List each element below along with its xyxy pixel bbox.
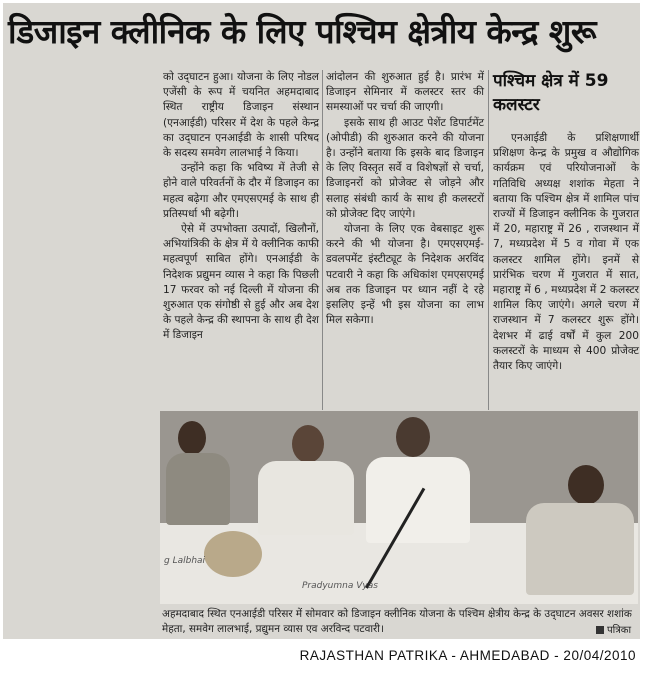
paragraph: आंदोलन की शुरुआत हुई है। प्रारंभ में डिजाइन सेमिनार में कलस्टर स्तर की समस्याओं पर चर्चा की जाएगी। xyxy=(326,71,484,114)
square-bullet-icon xyxy=(596,626,604,634)
person-body xyxy=(166,453,230,525)
credit-label: पत्रिका xyxy=(607,625,632,636)
photo-credit xyxy=(596,622,631,636)
nameplate-vyas: Pradyumna Vyas xyxy=(302,581,378,591)
article-column-1 xyxy=(163,70,319,344)
person-head xyxy=(178,421,206,455)
person-head xyxy=(568,465,604,505)
person-head xyxy=(396,417,430,457)
paragraph: इसके साथ ही आउट पेशेंट डिपार्टमेंट (ओपीडी) की शुरुआत करने की योजना है। उन्होंने बताया कि इसके बाद डिजाइन के लिए विस्तृत सर्वे व विशेषज्ञों से चर्चा, डिजाइनरों को प्रोजेक्ट से जोड़ने और सलाह संबंधी कार्य के साथ ही कलस्टरों को प्रोजेक्ट दिए जाएंगे। xyxy=(326,116,484,220)
column-divider xyxy=(488,70,489,410)
event-photo xyxy=(160,411,638,604)
person-body xyxy=(526,503,634,595)
column-divider xyxy=(322,70,323,410)
photo-caption: अहमदाबाद स्थित एनआईडी परिसर में सोमवार को डिजाइन क्लीनिक योजना के पश्चिम क्षेत्रीय केन्द्र के उद्‍घाटन अवसर शशांक मेहता, समवेग लालभाई, प्रद्युमन व्यास एव अरविन्द पटवारी। xyxy=(162,608,632,635)
source-line: RAJASTHAN PATRIKA - AHMEDABAD - 20/04/2010 xyxy=(299,648,636,663)
article-column-2 xyxy=(326,70,484,328)
paragraph: योजना के लिए एक वेबसाइट शुरू करने की भी योजना है। एमएसएमई-डवलपमेंट इंस्टीट्यूट के निदेशक अरविंद पटवारी ने कहा कि अधिकांश एमएसएमई अब तक डिजाइन पर ध्यान नहीं दे रहे इसलिए इन्हें भी इस योजना का लाभ मिल सकेगा। xyxy=(326,223,484,327)
nameplate-lalbhai: g Lalbhai xyxy=(164,556,206,566)
paragraph: को उद्‍घाटन हुआ। योजना के लिए नोडल एजेंसी के रूप में चयनित अहमदाबाद स्थित राष्ट्रीय डिजाइन संस्थान (एनआईडी) परिसर में देश के पहले केन्द्र का उद्‍घाटन एनआईडी के शासी परिषद के सदस्य समवेग लालभाई ने किया। xyxy=(163,71,319,160)
paragraph: ऐसे में उपभोक्ता उत्पादों, खिलौनों, अभियांत्रिकी के क्षेत्र में ये क्लीनिक काफी महत्वपूर्ण साबित होंगे। एनआईडी के निदेशक प्रद्युमन व्यास ने कहा कि पिछली 17 फरवर को नई दिल्ली में योजना की शुरुआत एक संगोष्ठी से हुई और अब देश के पहले केन्द्र की स्थापना के साथ ही देश में डिजाइन xyxy=(163,223,319,342)
article-column-3 xyxy=(493,131,639,374)
paragraph: एनआईडी के प्रशिक्षणार्थी प्रशिक्षण केन्द्र के प्रमुख व औद्योगिक कार्यक्रम एवं परियोजनाओं के गतिविधि अध्यक्ष शशांक मेहता ने बताया कि पश्चिम क्षेत्र में शामिल पांच राज्यों में डिजाइन क्लीनिक के गुजरात में 20, महाराष्ट्र में 26 , राजस्थान में 7, मध्यप्रदेश में 5 व गोवा में एक कलस्टर शामिल होंगे। इनमें से प्रारंभिक चरण में गुजरात में सात, महाराष्ट्र में 6 , मध्यप्रदेश में 2 कलस्टर शामिल किए जाएंगे। अगले चरण में राजस्थान में 7 कलस्टर शुरू होंगे। देशभर में ढाई वर्षों में कुल 200 कलस्टरों के माध्यम से 400 प्रोजेक्ट तैयार किए जाएंगे। xyxy=(493,132,639,373)
paragraph: उन्होंने कहा कि भविष्य में तेजी से होने वाले परिवर्तनों के दौर में डिजाइन का महत्व बढ़ेगा और एमएसएमई के साथ ही प्रतिस्पर्धा भी बढ़ेगी। xyxy=(163,162,319,220)
headline: डिजाइन क्लीनिक के लिए पश्चिम क्षेत्रीय केन्द्र शुरू xyxy=(8,12,597,51)
flower-bouquet xyxy=(204,531,262,577)
subheading: पश्चिम क्षेत्र में 59 कलस्टर xyxy=(493,71,609,115)
person-head xyxy=(292,425,324,463)
person-body xyxy=(258,461,354,535)
